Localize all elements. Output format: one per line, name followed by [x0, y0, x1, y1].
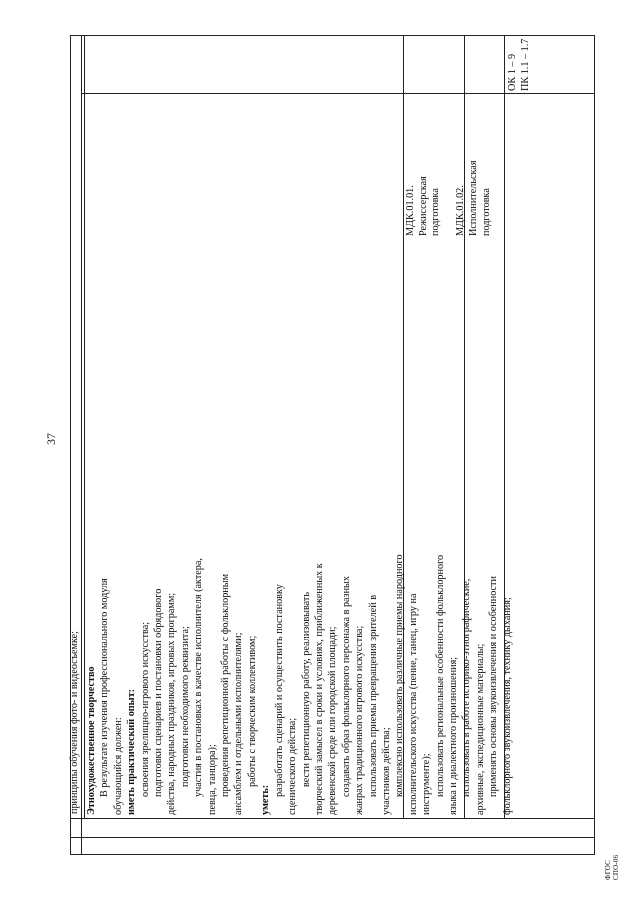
mdk-line: подготовка: [430, 188, 442, 236]
main-cell-line: участников действа;: [380, 727, 392, 815]
mdk-line: подготовка: [480, 188, 492, 236]
main-cell-line: жанрах традиционного игрового искусства;: [354, 625, 366, 815]
main-cell-line: применять основы звукоизвлечения и особенности: [488, 576, 500, 797]
main-cell-line: подготовки необходимого реквизита;: [179, 626, 191, 787]
mdk-line: [443, 160, 456, 236]
main-cell-line: подготовки сценариев и постановки обрядового: [153, 588, 165, 797]
main-cell-line: В результате изучения профессионального модуля: [99, 578, 111, 797]
top-row-text: принципы обучения фото- и видеосъемке;: [69, 631, 80, 814]
main-cell-line: использовать региональные особенности фольклорного: [434, 554, 446, 797]
main-cell-line: создавать образ фольклорного персонажа в разных: [340, 576, 352, 797]
mdk-line: Режиссерская: [417, 176, 429, 236]
main-cell-line: участия в постановках в качестве исполнителя (актера,: [193, 558, 205, 797]
main-cell-line: освоения зрелищно-игрового искусства;: [139, 621, 151, 797]
main-cell-line: языка и диалектного произношения;: [447, 656, 459, 815]
main-cell-line: использовать в работе историко-этнографические,: [461, 578, 473, 797]
main-cell-line: проведения репетиционной работы с фольклорным: [220, 573, 232, 797]
main-cell-line: уметь:: [260, 784, 272, 815]
main-cell-line: работы с творческим коллективом;: [246, 635, 258, 787]
competency-line: ПК 1.1 – 1.7: [519, 38, 531, 91]
competency-line: ОК 1 – 9: [507, 53, 518, 91]
col-line: [81, 93, 594, 94]
main-cell-line: комплексно использовать различные приемы народного: [394, 554, 406, 797]
col-line: [71, 818, 594, 819]
table-frame: [70, 35, 595, 855]
mdk-cell: [405, 160, 493, 236]
main-cell-line: творческий замысел в сроки и условиях, приближенных к: [313, 563, 325, 815]
main-cell-line: разработать сценарий и осуществить постановку: [273, 584, 285, 797]
main-cell-line: Этнохудожественное творчество: [86, 666, 97, 815]
main-cell-line: инструменте);: [421, 753, 433, 815]
mdk-line: МДК.01.01.: [405, 185, 416, 236]
rotated-table: [70, 35, 595, 855]
main-cell-line: действа, народных праздников, игровых программ;: [166, 592, 178, 815]
page-number: 37: [44, 433, 58, 445]
main-cell-line: вести репетиционную работу, реализовывать: [300, 591, 312, 787]
main-cell-line: исполнительского искусства (пение, танец, игру на: [407, 593, 419, 815]
main-cell-text: [85, 554, 514, 815]
competencies-cell: [507, 39, 532, 91]
main-cell-line: сценического действа;: [287, 717, 299, 815]
footer-code: ФГОС СПО-06: [604, 854, 620, 880]
main-cell-line: использовать приемы превращения зрителей в: [367, 594, 379, 797]
main-cell-line: певца, танцора);: [206, 744, 218, 815]
main-cell-line: обучающийся должен:: [112, 717, 124, 815]
main-cell-line: фольклорного звукоизвлечения, технику дыхания;: [501, 597, 513, 815]
main-cell-line: ансамблем и отдельными исполнителями;: [233, 632, 245, 815]
mdk-line: МДК.01.02.: [455, 185, 467, 236]
col-line: [71, 837, 594, 838]
main-cell-line: иметь практический опыт:: [126, 688, 138, 815]
main-cell-line: деревенской среде или городской площади;: [327, 626, 339, 815]
main-cell-line: архивные, экспедиционные материалы;: [474, 643, 486, 815]
mdk-line: Исполнительская: [467, 160, 479, 236]
